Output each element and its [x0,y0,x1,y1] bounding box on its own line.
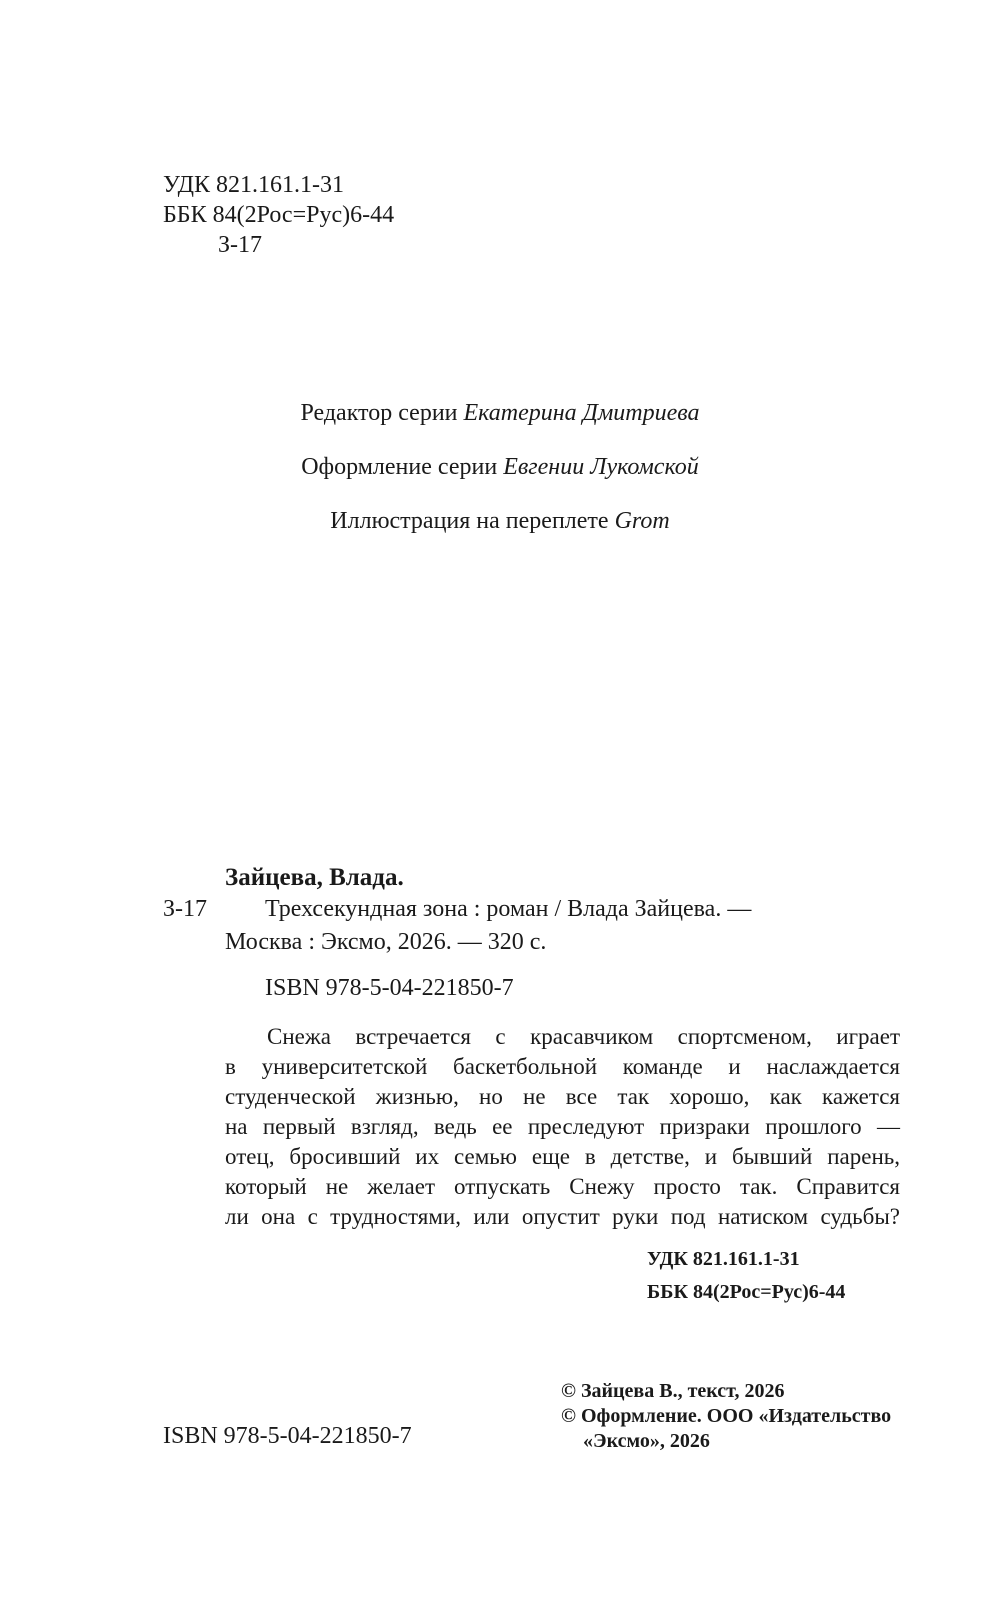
catalog-author-sign: З-17 [163,896,208,922]
series-design-label: Оформление серии [301,454,498,480]
footer-isbn: ISBN 978-5-04-221850-7 [163,1423,412,1449]
udk-top: УДК 821.161.1-31 [163,172,344,198]
series-editor-credit [0,398,1000,428]
catalog-udk: УДК 821.161.1-31 [647,1248,800,1270]
annotation-line: ли она с трудностями, или опустит руки под натиском судьбы? [225,1204,900,1229]
catalog-author-heading: Зайцева, Влада. [225,864,404,891]
annotation-line: который не желает отпускать Снежу просто так. Справится [225,1174,900,1199]
illustration-label: Иллюстрация на переплете [330,508,609,534]
catalog-annotation [225,1022,900,1232]
annotation-line: на первый взгляд, ведь ее преследуют призраки прошлого — [225,1114,900,1139]
series-editor-name: Екатерина Дмитриева [463,400,700,426]
catalog-isbn: ISBN 978-5-04-221850-7 [265,975,514,1001]
illustration-name: Grom [614,508,670,534]
copyright-design-line-1: © Оформление. ООО «Издательство [561,1405,892,1427]
copyright-design-line-2: «Эксмо», 2026 [583,1430,710,1452]
series-design-name: Евгении Лукомской [503,454,699,480]
annotation-line: отец, бросивший их семью еще в детстве, и бывший парень, [225,1144,900,1169]
illustration-credit [0,506,1000,536]
author-sign-top: З-17 [218,232,263,258]
series-design-credit [0,452,1000,482]
annotation-line: Снежа встречается с красавчиком спортсменом, играет [267,1024,900,1049]
bbk-top: ББК 84(2Рос=Рус)6-44 [163,202,395,228]
copyright-text: © Зайцева В., текст, 2026 [561,1380,785,1402]
catalog-bbk: ББК 84(2Рос=Рус)6-44 [647,1281,846,1303]
series-editor-label: Редактор серии [300,400,458,426]
annotation-line: студенческой жизнью, но не все так хорошо, как кажется [225,1084,900,1109]
catalog-title-line-2: Москва : Эксмо, 2026. — 320 с. [225,929,547,955]
annotation-line: в университетской баскетбольной команде и наслаждается [225,1054,900,1079]
catalog-title-line-1: Трехсекундная зона : роман / Влада Зайцева. — [265,896,752,922]
